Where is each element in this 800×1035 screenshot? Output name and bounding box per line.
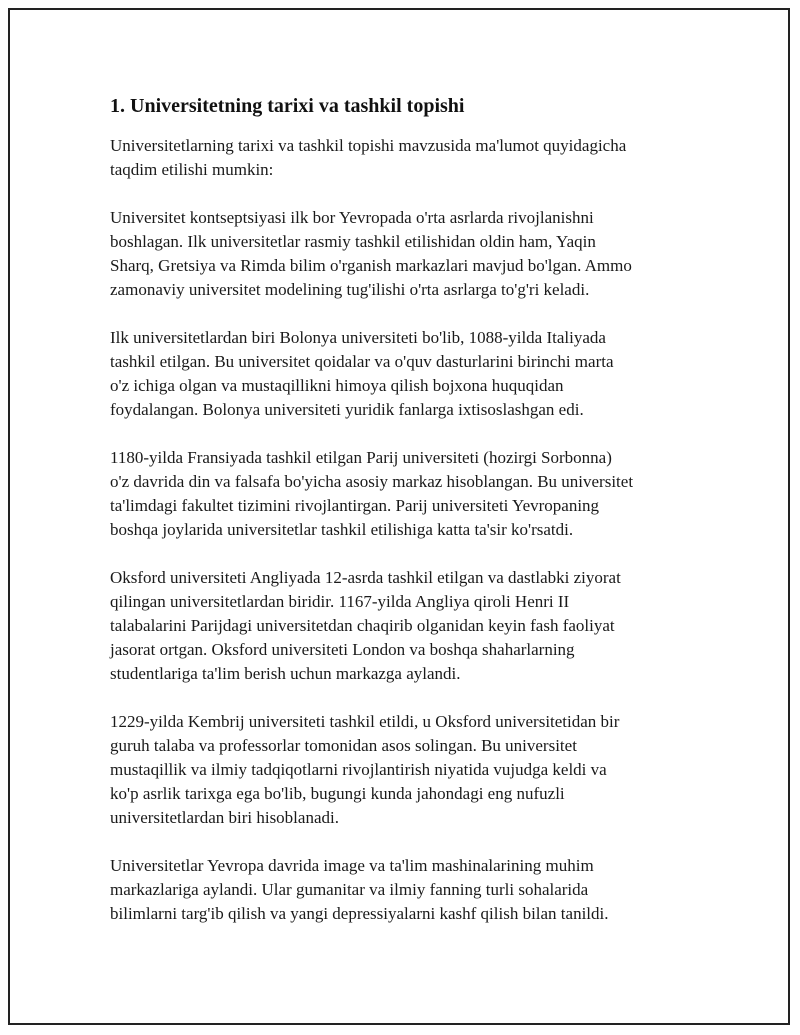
paragraph-paris: 1180-yilda Fransiyada tashkil etilgan Parij universiteti (hozirgi Sorbonna) o'z davrida din va falsafa bo'yicha asosiy markaz hisoblangan. Bu universitet ta'limdagi fakultet tizimini rivojlantirgan. Parij universiteti Yevropaning boshqa joylarida universitetlar tashkil etilishiga katta ta'sir ko'rsatdi. bbox=[110, 448, 634, 539]
paragraph-intro: Universitetlarning tarixi va tashkil topishi mavzusida ma'lumot quyidagicha taqdim etilishi mumkin: bbox=[110, 136, 627, 179]
paragraph-university-concept: Universitet kontseptsiyasi ilk bor Yevropada o'rta asrlarda rivojlanishni boshlagan. Ilk universitetlar rasmiy tashkil etilishidan oldin ham, Yaqin Sharq, Gretsiya va Rimda bilim o'rganish markazlari mavjud bo'lgan. Ammo zamonaviy universitet modelining tug'ilishi o'rta asrlarga to'g'ri keladi. bbox=[110, 208, 632, 299]
paragraph-bologna: Ilk universitetlardan biri Bolonya universiteti bo'lib, 1088-yilda Italiyada tashkil etilgan. Bu universitet qoidalar va o'quv dasturlarini birinchi marta o'z ichiga olgan va mustaqillikni himoya qilish bojxona huquqidan foydalangan. Bolonya universiteti yuridik fanlarga ixtisoslashgan edi. bbox=[110, 328, 614, 419]
paragraph-cambridge: 1229-yilda Kembrij universiteti tashkil etildi, u Oksford universitetidan bir guruh talaba va professorlar tomonidan asos solingan. Bu universitet mustaqillik va ilmiy tadqiqotlarni rivojlantirish niyatida vujudga keldi va ko'p asrlik tarixga ega bo'lib, bugungi kunda jahondagi eng nufuzli universitetlardan biri hisoblanadi. bbox=[110, 712, 620, 827]
paragraph-conclusion: Universitetlar Yevropa davrida image va ta'lim mashinalarining muhim markazlariga aylandi. Ular gumanitar va ilmiy fanning turli sohalarida bilimlarni targ'ib qilish va yangi depressiyalarni kashf qilish bilan tanildi. bbox=[110, 856, 609, 923]
document-body bbox=[110, 94, 700, 950]
paragraph-oxford: Oksford universiteti Angliyada 12-asrda tashkil etilgan va dastlabki ziyorat qilingan universitetlardan biridir. 1167-yilda Angliya qiroli Henri II talabalarini Parijdagi universitetdan chaqirib olganidan keyin fash faoliyat jasorat ortgan. Oksford universiteti London va boshqa shaharlarning studentlariga ta'lim berish uchun markazga aylandi. bbox=[110, 568, 621, 683]
section-heading: 1. Universitetning tarixi va tashkil topishi bbox=[110, 95, 465, 117]
